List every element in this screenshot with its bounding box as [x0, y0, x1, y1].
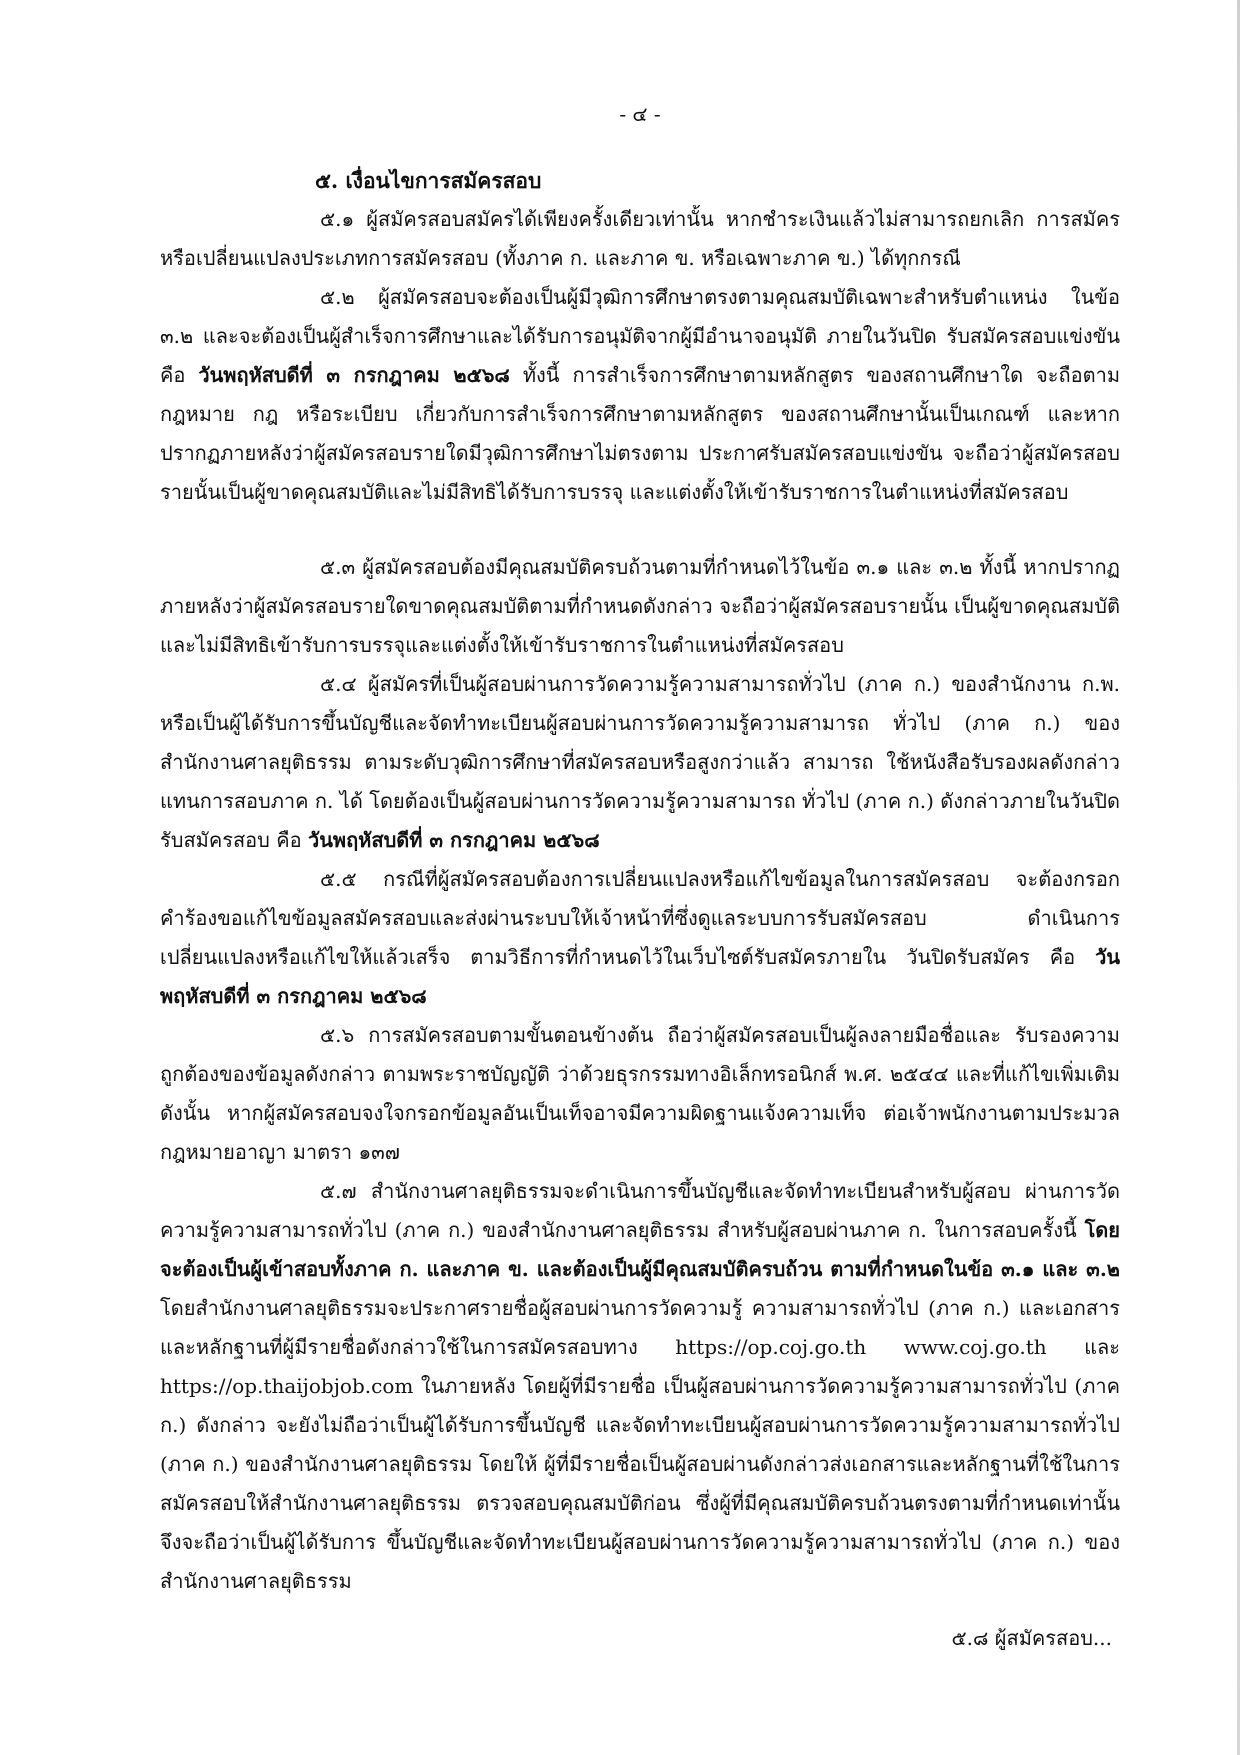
paragraph-5-2-text-a: ๕.๒ ผู้สมัครสอบจะต้องเป็นผู้มีวุฒิการศึกษาตรงตามคุณสมบัติเฉพาะสำหรับตำแหน่ง ในข้อ ๓.๒ และจะต้องเป็นผู้สำเร็จการศึกษาและได้รับการอนุมัติจากผู้มีอำนาจอนุมัติ ภายในวันปิด รับสมัครสอบแข่งขัน คือ	[160, 285, 1120, 387]
paragraph-5-6	[160, 1016, 1120, 1172]
footer-catchword: ๕.๘ ผู้สมัครสอบ...	[951, 1626, 1112, 1650]
paragraph-5-5-date: วันพฤหัสบดีที่ ๓ กรกฎาคม ๒๕๖๘	[160, 945, 1121, 1008]
paragraph-5-7-text-b: โดยสำนักงานศาลยุติธรรมจะประกาศรายชื่อผู้สอบผ่านการวัดความรู้ ความสามารถทั่วไป (ภาค ก.) และเอกสารและหลักฐานที่ผู้มีรายชื่อดังกล่าวใช้ในการสมัครสอบทาง https://op.coj.go.th www.coj.go.th และ https://op.thaijobjob.com ในภายหลัง โดยผู้ที่มีรายชื่อ เป็นผู้สอบผ่านการวัดความรู้ความสามารถทั่วไป (ภาค ก.) ดังกล่าว จะยังไม่ถือว่าเป็นผู้ได้รับการขึ้นบัญชี และจัดทำทะเบียนผู้สอบผ่านการวัดความรู้ความสามารถทั่วไป (ภาค ก.) ของสำนักงานศาลยุติธรรม โดยให้ ผู้ที่มีรายชื่อเป็นผู้สอบผ่านดังกล่าวส่งเอกสารและหลักฐานที่ใช้ในการสมัครสอบให้สำนักงานศาลยุติธรรม ตรวจสอบคุณสมบัติก่อน ซึ่งผู้ที่มีคุณสมบัติครบถ้วนตรงตามที่กำหนดเท่านั้น จึงจะถือว่าเป็นผู้ได้รับการ ขึ้นบัญชีและจัดทำทะเบียนผู้สอบผ่านการวัดความรู้ความสามารถทั่วไป (ภาค ก.) ของสำนักงานศาลยุติธรรม	[160, 1296, 1120, 1593]
section-heading: ๕. เงื่อนไขการสมัครสอบ	[315, 168, 542, 193]
paragraph-5-2-text-b: ทั้งนี้ การสำเร็จการศึกษาตามหลักสูตร ของสถานศึกษาใด จะถือตามกฎหมาย กฎ หรือระเบียบ เกี่ยวกับการสำเร็จการศึกษาตามหลักสูตร ของสถานศึกษานั้นเป็นเกณฑ์ และหากปรากฏภายหลังว่าผู้สมัครสอบรายใดมีวุฒิการศึกษาไม่ตรงตาม ประกาศรับสมัครสอบแข่งขัน จะถือว่าผู้สมัครสอบรายนั้นเป็นผู้ขาดคุณสมบัติและไม่มีสิทธิได้รับการบรรจุ และแต่งตั้งให้เข้ารับราชการในตำแหน่งที่สมัครสอบ	[160, 363, 1121, 504]
paragraph-5-3	[160, 548, 1120, 665]
paragraph-5-4	[160, 665, 1120, 860]
paragraph-5-5	[160, 860, 1120, 1016]
paragraph-5-1	[160, 200, 1120, 278]
paragraph-5-2	[160, 278, 1120, 512]
page-number: - ๔ -	[619, 102, 661, 126]
paragraph-5-7-emphasis: โดยจะต้องเป็นผู้เข้าสอบทั้งภาค ก. และภาค ข. และต้องเป็นผู้มีคุณสมบัติครบถ้วน ตามที่กำหนดในข้อ ๓.๑ และ ๓.๒	[160, 1218, 1121, 1281]
paragraph-5-6-text: ๕.๖ การสมัครสอบตามขั้นตอนข้างต้น ถือว่าผู้สมัครสอบเป็นผู้ลงลายมือชื่อและ รับรองความถูกต้องของข้อมูลดังกล่าว ตามพระราชบัญญัติ ว่าด้วยธุรกรรมทางอิเล็กทรอนิกส์ พ.ศ. ๒๕๔๔ และที่แก้ไขเพิ่มเติม ดังนั้น หากผู้สมัครสอบจงใจกรอกข้อมูลอันเป็นเท็จอาจมีความผิดฐานแจ้งความเท็จ ต่อเจ้าพนักงานตามประมวลกฎหมายอาญา มาตรา ๑๓๗	[160, 1023, 1120, 1164]
paragraph-5-7	[160, 1172, 1120, 1601]
paragraph-5-4-date: วันพฤหัสบดีที่ ๓ กรกฎาคม ๒๕๖๘	[307, 828, 600, 852]
paragraph-5-1-text: ๕.๑ ผู้สมัครสอบสมัครได้เพียงครั้งเดียวเท่านั้น หากชำระเงินแล้วไม่สามารถยกเลิก การสมัคร หรือเปลี่ยนแปลงประเภทการสมัครสอบ (ทั้งภาค ก. และภาค ข. หรือเฉพาะภาค ข.) ได้ทุกกรณี	[160, 207, 1120, 270]
paragraph-5-3-text: ๕.๓ ผู้สมัครสอบต้องมีคุณสมบัติครบถ้วนตามที่กำหนดไว้ในข้อ ๓.๑ และ ๓.๒ ทั้งนี้ หากปรากฏภายหลังว่าผู้สมัครสอบรายใดขาดคุณสมบัติตามที่กำหนดดังกล่าว จะถือว่าผู้สมัครสอบรายนั้น เป็นผู้ขาดคุณสมบัติและไม่มีสิทธิเข้ารับการบรรจุและแต่งตั้งให้เข้ารับราชการในตำแหน่งที่สมัครสอบ	[160, 555, 1120, 657]
paragraph-5-4-text: ๕.๔ ผู้สมัครที่เป็นผู้สอบผ่านการวัดความรู้ความสามารถทั่วไป (ภาค ก.) ของสำนักงาน ก.พ. หรือเป็นผู้ได้รับการขึ้นบัญชีและจัดทำทะเบียนผู้สอบผ่านการวัดความรู้ความสามารถ ทั่วไป (ภาค ก.) ของสำนักงานศาลยุติธรรม ตามระดับวุฒิการศึกษาที่สมัครสอบหรือสูงกว่าแล้ว สามารถ ใช้หนังสือรับรองผลดังกล่าวแทนการสอบภาค ก. ได้ โดยต้องเป็นผู้สอบผ่านการวัดความรู้ความสามารถ ทั่วไป (ภาค ก.) ดังกล่าวภายในวันปิดรับสมัครสอบ คือ	[160, 672, 1120, 852]
paragraph-5-5-text: ๕.๕ กรณีที่ผู้สมัครสอบต้องการเปลี่ยนแปลงหรือแก้ไขข้อมูลในการสมัครสอบ จะต้องกรอกคำร้องขอแก้ไขข้อมูลสมัครสอบและส่งผ่านระบบให้เจ้าหน้าที่ซึ่งดูแลระบบการรับสมัครสอบ ดำเนินการเปลี่ยนแปลงหรือแก้ไขให้แล้วเสร็จ ตามวิธีการที่กำหนดไว้ในเว็บไซต์รับสมัครภายใน วันปิดรับสมัคร คือ	[160, 867, 1120, 969]
paragraph-5-2-date: วันพฤหัสบดีที่ ๓ กรกฎาคม ๒๕๖๘	[198, 363, 510, 387]
paragraph-5-7-text-a: ๕.๗ สำนักงานศาลยุติธรรมจะดำเนินการขึ้นบัญชีและจัดทำทะเบียนสำหรับผู้สอบ ผ่านการวัดความรู้ความสามารถทั่วไป (ภาค ก.) ของสำนักงานศาลยุติธรรม สำหรับผู้สอบผ่านภาค ก. ในการสอบครั้งนี้	[160, 1179, 1120, 1242]
